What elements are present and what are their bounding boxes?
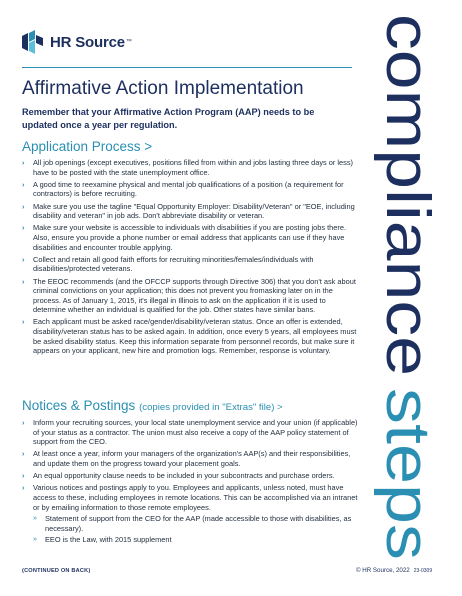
section-heading-suffix: (copies provided in "Extras" file) > — [139, 402, 283, 413]
section-heading-text: Application Process > — [22, 139, 153, 154]
list-item — [22, 158, 358, 177]
notices-bullet-list — [22, 418, 358, 548]
chevron-right-icon: › — [22, 317, 25, 327]
list-item — [22, 180, 358, 199]
chevron-right-icon: › — [22, 276, 25, 286]
list-item — [22, 277, 358, 315]
list-item-text: All job openings (except executives, positions filled from within and jobs lasting three days or less) have to be posted with the state unemployment office. — [33, 158, 354, 177]
list-item-text: Make sure your website is accessible to individuals with disabilities if you are posting jobs there. Also, ensure you provide a phone number or email address that applicants can use if they have disabilities and encounter trouble applying. — [33, 223, 347, 252]
page-title: Affirmative Action Implementation — [22, 78, 304, 99]
chevron-right-icon: › — [22, 471, 25, 481]
copyright-text: © HR Source, 2022 — [356, 567, 410, 574]
list-item-text: Each applicant must be asked race/gender/disability/veteran status. Once an offer is extended, disability/veteran status has to be asked again. In addition, once every 5 years, all employees must be asked disability status. Keep this information separate from personnel records, but make sure it appears on your applicant, new hire and promotion logs. Remember, response is voluntary. — [33, 317, 357, 356]
chevron-right-icon: › — [22, 418, 25, 427]
chevron-right-icon: › — [22, 449, 25, 459]
list-item-text: The EEOC recommends (and the OFCCP supports through Directive 306) that you don't ask about criminal convictions on your application; this does not prevent you fromasking later on in the process. As of January 1, 2015, it's illegal in Illinois to ask on the application if it is used to determine whether an individual is qualified for the job. Other states have similar bans. — [33, 276, 356, 315]
list-item-text: A good time to reexamine physical and mental job qualifications of a position (a requirement for contractors) is before recruiting. — [33, 179, 344, 199]
list-item-text: Collect and retain all good faith efforts for recruiting minorities/females/individuals with disabilities/protected veterans. — [33, 254, 314, 274]
hr-source-logo — [22, 30, 132, 54]
double-chevron-right-icon: » — [33, 515, 37, 523]
footer-copyright — [356, 567, 432, 574]
double-chevron-right-icon: » — [33, 536, 37, 544]
hr-source-logo-icon — [22, 30, 44, 54]
list-item-text: Make sure you use the tagline "Equal Opportunity Employer: Disability/Veteran" or "EOE, including disability and veteran" in job ads. Don't abbreviate disability or veteran. — [33, 201, 355, 221]
list-item — [22, 483, 358, 545]
brand-trademark: ™ — [125, 39, 132, 45]
section-heading-notices — [22, 398, 283, 413]
chevron-right-icon: › — [22, 223, 25, 233]
sub-bullet-list — [33, 514, 358, 545]
list-item-text: Various notices and postings apply to you. Employees and applicants, unless noted, must have access to these, including employees in remote locations. This can be accomplished via an intranet or by emailing information to those remote employees. — [33, 483, 358, 512]
list-item — [22, 418, 358, 447]
list-item-text: At least once a year, inform your managers of the organization's AAP(s) and their responsibilities, and update them on the progress toward your placement goals. — [33, 449, 351, 468]
list-item-text: Inform your recruiting sources, your local state unemployment service and your union (if applicable) of your status as a contractor. The union must also receive a copy of the AAP policy statement of support from the CEO. — [33, 418, 358, 447]
sub-list-item-text: Statement of support from the CEO for the AAP (made accessible to those with disabilities, as necessary). — [45, 514, 352, 533]
continued-note: (CONTINUED ON BACK) — [22, 568, 91, 574]
side-word-steps: steps — [373, 388, 442, 537]
side-word-compliance: compliance — [373, 14, 442, 328]
section-heading-application — [22, 139, 152, 154]
list-item — [22, 255, 358, 274]
list-item — [22, 317, 358, 355]
chevron-right-icon: › — [22, 483, 25, 493]
chevron-right-icon: › — [22, 254, 25, 264]
header-divider — [22, 67, 352, 68]
chevron-right-icon: › — [22, 179, 25, 189]
application-bullet-list — [22, 158, 358, 358]
sub-list-item — [33, 535, 358, 545]
list-item — [22, 449, 358, 468]
list-item — [22, 471, 358, 481]
list-item — [22, 202, 358, 221]
sub-list-item — [33, 514, 358, 533]
list-item — [22, 223, 358, 252]
intro-text: Remember that your Affirmative Action Program (AAP) needs to be updated once a year per regulation. — [22, 107, 315, 130]
brand-name: HR Source — [50, 33, 125, 51]
side-banner — [363, 6, 455, 566]
list-item-text: An equal opportunity clause needs to be included in your subcontracts and purchase orders. — [33, 471, 335, 481]
document-code: 23-0309 — [413, 568, 433, 574]
section-heading-text: Notices & Postings — [22, 398, 136, 413]
sub-list-item-text: EEO is the Law, with 2015 supplement — [45, 535, 172, 545]
chevron-right-icon: › — [22, 201, 25, 211]
chevron-right-icon: › — [22, 158, 25, 167]
